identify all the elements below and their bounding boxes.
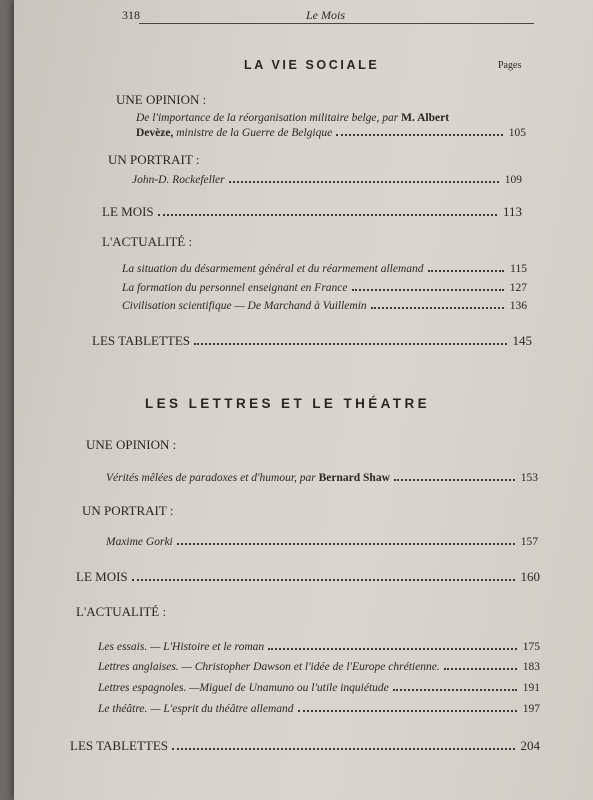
- dot-leader: [444, 668, 517, 670]
- header-rule: [139, 23, 534, 24]
- toc-entry[interactable]: Vérités mêlées de paradoxes et d'humour, par Bernard Shaw 153: [106, 472, 538, 484]
- toc-entry[interactable]: Le théâtre. — L'esprit du théâtre allemand 197: [98, 703, 540, 715]
- dot-leader: [229, 181, 499, 183]
- pages-column-label: Pages: [498, 60, 522, 71]
- toc-entry[interactable]: LES TABLETTES 145: [92, 333, 532, 348]
- part2-opinion-author: Bernard Shaw: [318, 472, 390, 484]
- toc-entry[interactable]: Lettres espagnoles. —Miguel de Unamuno ou l'utile inquiétude 191: [98, 682, 540, 694]
- dot-leader: [336, 134, 503, 136]
- page-number: 191: [522, 682, 540, 694]
- toc-entry[interactable]: Maxime Gorki 157: [106, 536, 538, 548]
- dot-leader: [132, 579, 515, 581]
- dot-leader: [172, 748, 514, 750]
- page-number: 136: [509, 300, 527, 312]
- page-number: 197: [522, 703, 540, 715]
- page-number: 204: [520, 738, 540, 753]
- toc-entry[interactable]: John-D. Rockefeller 109: [132, 174, 522, 186]
- part1-opinion-author-last: Devèze,: [136, 127, 174, 139]
- dot-leader: [371, 307, 504, 309]
- page-number: 115: [510, 263, 527, 275]
- toc-entry[interactable]: La situation du désarmement général et du réarmement allemand 115: [122, 263, 527, 275]
- dot-leader: [268, 648, 517, 650]
- dot-leader: [177, 543, 515, 545]
- toc-entry[interactable]: Lettres anglaises. — Christopher Dawson et l'idée de l'Europe chrétienne. 183: [98, 661, 540, 673]
- page-number: 105: [508, 127, 526, 139]
- toc-entry[interactable]: La formation du personnel enseignant en France 127: [122, 282, 527, 294]
- page-number: 160: [520, 569, 540, 584]
- part1-portrait-label: UN PORTRAIT :: [108, 152, 200, 167]
- page-number: 157: [520, 536, 538, 548]
- section-title-lettres-theatre: LES LETTRES ET LE THÉATRE: [145, 396, 431, 411]
- dot-leader: [394, 479, 515, 481]
- page-number: 127: [509, 282, 527, 294]
- page-number: 183: [522, 661, 540, 673]
- toc-entry[interactable]: LES TABLETTES 204: [70, 738, 540, 753]
- part2-opinion-label: UNE OPINION :: [86, 437, 177, 452]
- toc-entry[interactable]: LE MOIS 160: [76, 569, 540, 584]
- part1-opinion-line1: De l'importance de la réorganisation militaire belge, par M. Albert: [136, 112, 450, 124]
- header-running-title: Le Mois: [306, 8, 345, 22]
- toc-entry[interactable]: Les essais. — L'Histoire et le roman 175: [98, 641, 540, 653]
- dot-leader: [158, 214, 497, 216]
- page-number: 175: [522, 641, 540, 653]
- part1-opinion-author-first: M. Albert: [401, 112, 450, 124]
- book-page: [14, 0, 593, 800]
- section-title-vie-sociale: LA VIE SOCIALE: [244, 58, 380, 72]
- header-page-number: 318: [122, 8, 140, 22]
- page-number: 153: [520, 472, 538, 484]
- page-number: 113: [502, 204, 522, 219]
- part2-actualite-label: L'ACTUALITÉ :: [76, 604, 167, 619]
- toc-entry[interactable]: LE MOIS 113: [102, 204, 522, 219]
- part2-portrait-label: UN PORTRAIT :: [82, 503, 174, 518]
- toc-entry[interactable]: Devèze, ministre de la Guerre de Belgique 105: [136, 127, 526, 139]
- dot-leader: [298, 710, 517, 712]
- part1-actualite-label: L'ACTUALITÉ :: [102, 234, 193, 249]
- dot-leader: [428, 270, 505, 272]
- toc-entry[interactable]: Civilisation scientifique — De Marchand à Vuillemin 136: [122, 300, 527, 312]
- dot-leader: [393, 689, 517, 691]
- part1-opinion-label: UNE OPINION :: [116, 92, 207, 107]
- dot-leader: [194, 343, 506, 345]
- page-number: 109: [504, 174, 522, 186]
- dot-leader: [352, 289, 504, 291]
- page-number: 145: [512, 333, 532, 348]
